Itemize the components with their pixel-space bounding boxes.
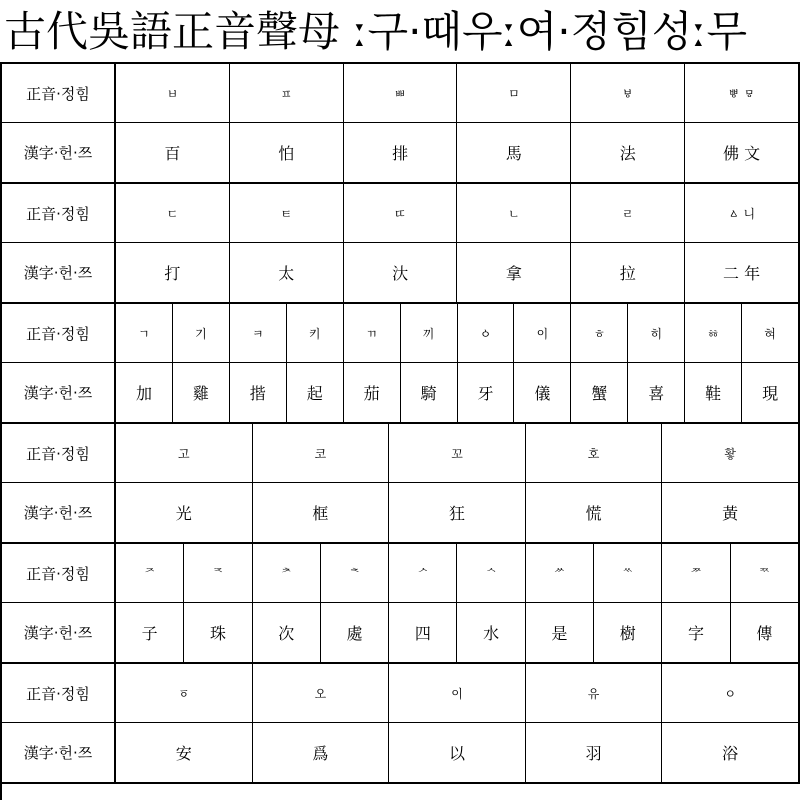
- hanzi-cell: 茄: [344, 363, 401, 422]
- table-block: [2, 424, 800, 544]
- sound-row: [2, 664, 800, 723]
- sound-cell: ㄹ: [571, 184, 685, 242]
- sound-cell: ㆆ: [116, 664, 253, 722]
- table-block: [2, 664, 800, 784]
- hanzi-cell: 汏: [344, 243, 458, 302]
- sound-row: [2, 64, 800, 123]
- sound-cell: ᅎ: [116, 544, 184, 602]
- row-header: 漢字·헌·쯔: [2, 123, 116, 182]
- hanzi-cell: 牙: [458, 363, 515, 422]
- hanzi-cell: 四: [389, 603, 457, 662]
- sound-cell: 혀: [742, 304, 800, 362]
- sound-cell: ㄸ: [344, 184, 458, 242]
- hanzi-row: [2, 123, 800, 182]
- sound-cell: ㄲ: [344, 304, 401, 362]
- hanzi-cell: 儀: [514, 363, 571, 422]
- hanzi-cell: 騎: [401, 363, 458, 422]
- row-header: 正音·정힘: [2, 64, 116, 122]
- sound-cell: ㅹ ㅱ: [685, 64, 800, 122]
- sound-cell: 히: [628, 304, 685, 362]
- sound-cell: ᅑ: [731, 544, 800, 602]
- table-block: [2, 64, 800, 184]
- row-header: 漢字·헌·쯔: [2, 243, 116, 302]
- row-header: 正音·정힘: [2, 184, 116, 242]
- sound-cell: ㄴ: [457, 184, 571, 242]
- sound-cell: 유: [526, 664, 663, 722]
- hanzi-cell: 慌: [526, 483, 663, 542]
- sound-cell: ㆅ: [685, 304, 742, 362]
- hanzi-cell: 太: [230, 243, 344, 302]
- hanzi-cell: 拿: [457, 243, 571, 302]
- sound-cell: ᄿ: [594, 544, 662, 602]
- row-header: 正音·정힘: [2, 664, 116, 722]
- sound-cell: ㅌ: [230, 184, 344, 242]
- sound-cell: ᄽ: [526, 544, 594, 602]
- row-header: 漢字·헌·쯔: [2, 723, 116, 782]
- hanzi-cell: 馬: [457, 123, 571, 182]
- table-block: [2, 544, 800, 664]
- row-header: 正音·정힘: [2, 424, 116, 482]
- hanzi-cell: 喜: [628, 363, 685, 422]
- hanzi-cell: 雞: [173, 363, 230, 422]
- hanzi-cell: 處: [321, 603, 389, 662]
- hanzi-cell: 以: [389, 723, 526, 782]
- hanzi-cell: 次: [253, 603, 321, 662]
- hanzi-cell: 揩: [230, 363, 287, 422]
- sound-cell: 끼: [401, 304, 458, 362]
- sound-cell: ᅐ: [184, 544, 252, 602]
- hanzi-cell: 子: [116, 603, 184, 662]
- row-header: 漢字·헌·쯔: [2, 483, 116, 542]
- sound-cell: ᅔ: [253, 544, 321, 602]
- sound-cell: ㅇ: [662, 664, 800, 722]
- hanzi-cell: 珠: [184, 603, 252, 662]
- sound-cell: ᄼ: [389, 544, 457, 602]
- hanzi-cell: 打: [116, 243, 230, 302]
- sound-cell: ㅍ: [230, 64, 344, 122]
- hanzi-cell: 佛 文: [685, 123, 800, 182]
- hanzi-row: [2, 483, 800, 542]
- row-header: 漢字·헌·쯔: [2, 363, 116, 422]
- table-block: [2, 184, 800, 304]
- hanzi-cell: 拉: [571, 243, 685, 302]
- initials-table: [0, 62, 800, 800]
- sound-cell: ㅎ: [571, 304, 628, 362]
- sound-row: [2, 424, 800, 483]
- hanzi-cell: 浴: [662, 723, 800, 782]
- hanzi-cell: 框: [253, 483, 390, 542]
- hanzi-cell: 水: [457, 603, 525, 662]
- sound-cell: ㄷ: [116, 184, 230, 242]
- sound-cell: 키: [287, 304, 344, 362]
- hanzi-row: [2, 603, 800, 662]
- hanzi-cell: 加: [116, 363, 173, 422]
- sound-cell: ㅿ 니: [685, 184, 800, 242]
- hanzi-cell: 起: [287, 363, 344, 422]
- sound-cell: 기: [173, 304, 230, 362]
- row-header: 正音·정힘: [2, 544, 116, 602]
- hanzi-row: [2, 363, 800, 422]
- sound-row: [2, 544, 800, 603]
- hanzi-cell: 現: [742, 363, 800, 422]
- page-title: 古代吳語正音聲母 ː구·때우ː여·정힘성ː무: [4, 7, 748, 56]
- sound-cell: ㅁ: [457, 64, 571, 122]
- hanzi-cell: 傳: [731, 603, 800, 662]
- sound-cell: 홯: [662, 424, 800, 482]
- hanzi-row: [2, 723, 800, 782]
- hanzi-cell: 字: [662, 603, 730, 662]
- hanzi-cell: 蟹: [571, 363, 628, 422]
- sound-cell: ᅏ: [662, 544, 730, 602]
- sound-cell: ㅂ: [116, 64, 230, 122]
- sound-cell: 호: [526, 424, 663, 482]
- sound-cell: 꼬: [389, 424, 526, 482]
- hanzi-cell: 羽: [526, 723, 663, 782]
- sound-cell: ㄱ: [116, 304, 173, 362]
- hanzi-cell: 是: [526, 603, 594, 662]
- sound-cell: ᄾ: [457, 544, 525, 602]
- hanzi-cell: 鞋: [685, 363, 742, 422]
- hanzi-cell: 狂: [389, 483, 526, 542]
- row-header: 漢字·헌·쯔: [2, 603, 116, 662]
- sound-cell: 이: [514, 304, 571, 362]
- sound-cell: ㅸ: [571, 64, 685, 122]
- hanzi-cell: 法: [571, 123, 685, 182]
- hanzi-cell: 怕: [230, 123, 344, 182]
- hanzi-cell: 二 年: [685, 243, 800, 302]
- sound-cell: 오: [253, 664, 390, 722]
- hanzi-cell: 排: [344, 123, 458, 182]
- row-header: 正音·정힘: [2, 304, 116, 362]
- sound-cell: 이: [389, 664, 526, 722]
- sound-row: [2, 304, 800, 363]
- sound-row: [2, 184, 800, 243]
- sound-cell: 코: [253, 424, 390, 482]
- hanzi-cell: 黃: [662, 483, 800, 542]
- table-block: [2, 304, 800, 424]
- hanzi-row: [2, 243, 800, 302]
- sound-cell: ᅕ: [321, 544, 389, 602]
- sound-cell: 고: [116, 424, 253, 482]
- hanzi-cell: 百: [116, 123, 230, 182]
- sound-cell: ㅃ: [344, 64, 458, 122]
- hanzi-cell: 樹: [594, 603, 662, 662]
- sound-cell: ㆁ: [458, 304, 515, 362]
- sound-cell: ㅋ: [230, 304, 287, 362]
- hanzi-cell: 光: [116, 483, 253, 542]
- hanzi-cell: 爲: [253, 723, 390, 782]
- hanzi-cell: 安: [116, 723, 253, 782]
